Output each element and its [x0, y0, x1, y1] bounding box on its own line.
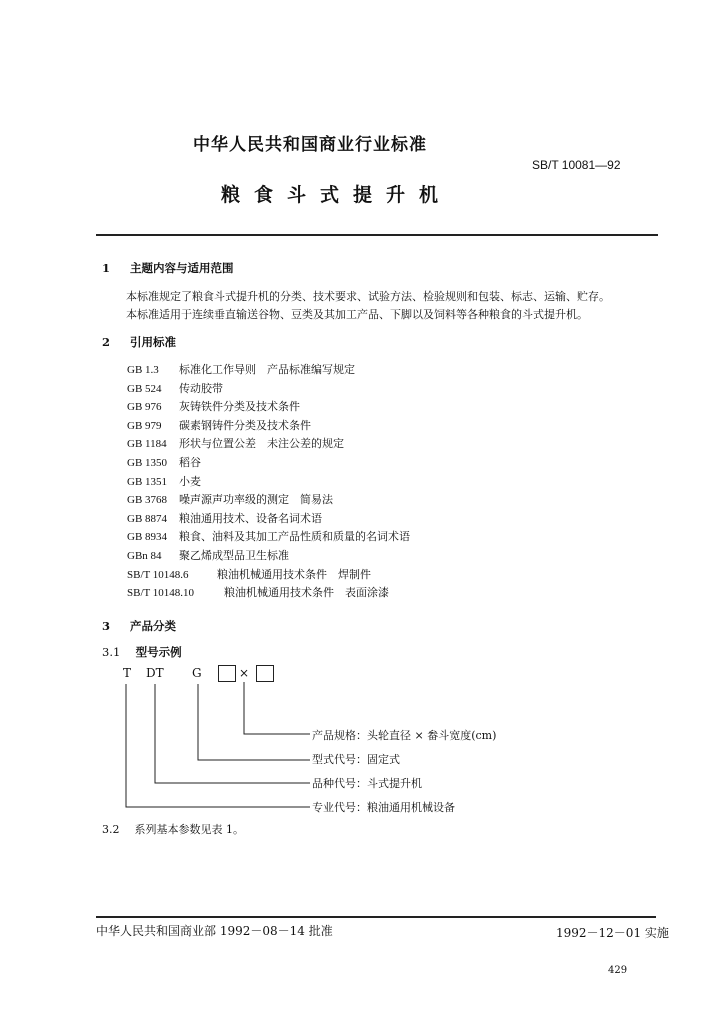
reference-list [127, 361, 410, 603]
reference-code: GB 1350 [127, 456, 168, 469]
reference-title: 粮油机械通用技术条件 表面涂漆 [224, 586, 389, 600]
section-1-heading [102, 260, 234, 276]
reference-item [127, 398, 410, 417]
reference-item [127, 566, 410, 585]
reference-title: 噪声源声功率级的测定 简易法 [179, 493, 333, 507]
reference-code: GB 979 [127, 419, 162, 432]
reference-title: 粮油通用技术、设备名词术语 [179, 511, 322, 525]
effective-date: 1992－12－01 实施 [556, 926, 669, 940]
footer-rule [96, 916, 656, 918]
section-1-paragraph-1: 本标准规定了粮食斗式提升机的分类、技术要求、试验方法、检验规则和包装、标志、运输、贮存。 [126, 290, 610, 303]
reference-item [127, 473, 410, 492]
reference-item [127, 528, 410, 547]
section-1-title: 主题内容与适用范围 [130, 261, 234, 275]
subsection-3-1-heading [102, 644, 182, 660]
reference-code: SB/T 10148.6 [127, 568, 189, 581]
model-letters-dt: DT [146, 666, 164, 680]
reference-item [127, 510, 410, 529]
reference-code: GB 3768 [127, 494, 168, 507]
reference-title: 粮油机械通用技术条件 焊制件 [217, 567, 371, 581]
model-letter-t: T [123, 666, 132, 680]
section-3-number: 3 [102, 619, 111, 633]
reference-title: 形状与位置公差 未注公差的规定 [179, 437, 344, 451]
reference-code: SB/T 10148.10 [127, 587, 195, 600]
subsection-3-2-text: 系列基本参数见表 1。 [134, 823, 244, 836]
reference-title: 粮食、油料及其加工产品性质和质量的名词术语 [179, 530, 410, 544]
document-title: 粮食斗式提升机 [221, 184, 453, 206]
reference-code: GB 1184 [127, 438, 167, 451]
model-letter-g: G [192, 666, 202, 680]
section-2-heading [102, 334, 176, 350]
reference-title: 小麦 [179, 474, 201, 488]
reference-item [127, 361, 410, 380]
reference-title: 标准化工作导则 产品标准编写规定 [179, 363, 355, 376]
org-title: 中华人民共和国商业行业标准 [193, 135, 427, 155]
reference-item [127, 547, 410, 566]
approval-line: 中华人民共和国商业部 1992－08－14 批准 [96, 924, 333, 938]
reference-code: GB 8874 [127, 512, 168, 525]
reference-title: 灰铸铁件分类及技术条件 [179, 400, 300, 414]
section-1-paragraph-2: 本标准适用于连续垂直输送谷物、豆类及其加工产品、下脚以及饲料等各种粮食的斗式提升机。 [126, 308, 588, 321]
reference-title: 聚乙烯成型品卫生标准 [179, 548, 289, 562]
reference-code: GBn 84 [127, 549, 162, 562]
section-1-number: 1 [102, 261, 111, 275]
model-label-professional: 专业代号：粮油通用机械设备 [312, 801, 455, 814]
reference-code: GB 1351 [127, 475, 168, 488]
reference-item [127, 491, 410, 510]
reference-code: GB 976 [127, 401, 162, 414]
reference-item [127, 584, 410, 603]
reference-item [127, 454, 410, 473]
reference-title: 传动胶带 [179, 381, 223, 395]
section-2-title: 引用标准 [130, 335, 177, 349]
section-2-number: 2 [102, 335, 111, 349]
standard-code: SB/T 10081—92 [532, 158, 621, 172]
reference-title: 碳素钢铸件分类及技术条件 [179, 418, 311, 432]
subsection-3-2-number: 3.2 [102, 823, 120, 836]
reference-item [127, 417, 410, 436]
page-number: 429 [608, 965, 628, 976]
subsection-3-1-title: 型号示例 [135, 645, 182, 659]
model-times-sign: × [239, 666, 250, 680]
header-rule [96, 234, 658, 236]
section-3-heading [102, 618, 176, 634]
model-label-spec: 产品规格：头轮直径 × 畚斗宽度(cm) [312, 729, 497, 742]
subsection-3-1-number: 3.1 [102, 645, 121, 659]
reference-code: GB 524 [127, 382, 162, 395]
reference-code: GB 8934 [127, 531, 168, 544]
subsection-3-2 [102, 821, 244, 837]
model-label-variety: 品种代号：斗式提升机 [312, 777, 422, 790]
model-label-type: 型式代号：固定式 [312, 753, 400, 766]
reference-item [127, 435, 410, 454]
section-3-title: 产品分类 [130, 619, 177, 633]
reference-title: 稻谷 [179, 455, 201, 469]
reference-code: GB 1.3 [127, 364, 159, 376]
reference-item [127, 380, 410, 399]
